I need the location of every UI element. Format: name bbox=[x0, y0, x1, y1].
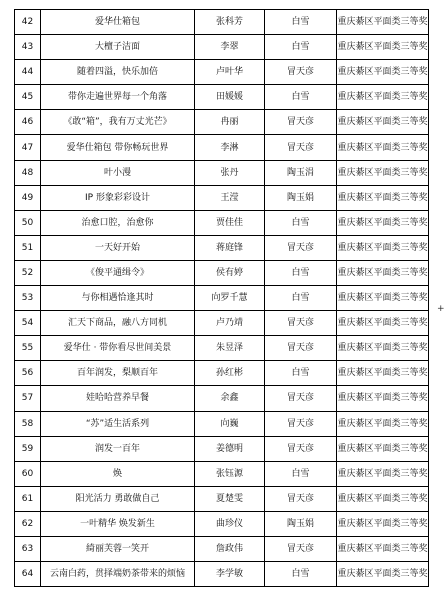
award-level-cell: 重庆綦区平面类三等奖 bbox=[337, 386, 429, 411]
teacher-name-cell: 白雪 bbox=[265, 35, 337, 60]
plus-icon[interactable]: + bbox=[437, 304, 445, 314]
author-name-cell: 詹政伟 bbox=[195, 536, 265, 561]
work-title-cell: 治愈口腔，治愈你 bbox=[41, 210, 195, 235]
award-level-cell: 重庆綦区平面类三等奖 bbox=[337, 361, 429, 386]
award-level-cell: 重庆綦区平面类三等奖 bbox=[337, 486, 429, 511]
teacher-name-cell: 白雪 bbox=[265, 260, 337, 285]
table-row bbox=[15, 562, 429, 587]
table-row bbox=[15, 135, 429, 160]
row-number-cell: 43 bbox=[15, 35, 41, 60]
work-title-cell: 汇天下商品，融八方同机 bbox=[41, 311, 195, 336]
table-row bbox=[15, 336, 429, 361]
teacher-name-cell: 陶玉娟 bbox=[265, 185, 337, 210]
teacher-name-cell: 白雪 bbox=[265, 361, 337, 386]
author-name-cell: 姜德明 bbox=[195, 436, 265, 461]
author-name-cell: 李学敏 bbox=[195, 562, 265, 587]
award-level-cell: 重庆綦区平面类三等奖 bbox=[337, 235, 429, 260]
work-title-cell: 与你相遇恰逢其时 bbox=[41, 286, 195, 311]
table-row bbox=[15, 286, 429, 311]
table-row bbox=[15, 85, 429, 110]
teacher-name-cell: 冒天彦 bbox=[265, 135, 337, 160]
teacher-name-cell: 冒天彦 bbox=[265, 436, 337, 461]
author-name-cell: 李淋 bbox=[195, 135, 265, 160]
author-name-cell: 朱昱泽 bbox=[195, 336, 265, 361]
award-level-cell: 重庆綦区平面类三等奖 bbox=[337, 286, 429, 311]
teacher-name-cell: 冒天彦 bbox=[265, 486, 337, 511]
table-row bbox=[15, 160, 429, 185]
work-title-cell: “苏”适生活系列 bbox=[41, 411, 195, 436]
row-number-cell: 55 bbox=[15, 336, 41, 361]
author-name-cell: 张钰源 bbox=[195, 461, 265, 486]
awards-table bbox=[14, 9, 429, 587]
table-row bbox=[15, 110, 429, 135]
author-name-cell: 张丹 bbox=[195, 160, 265, 185]
work-title-cell: 润发一百年 bbox=[41, 436, 195, 461]
work-title-cell: 《俊平通缉令》 bbox=[41, 260, 195, 285]
teacher-name-cell: 白雪 bbox=[265, 85, 337, 110]
award-level-cell: 重庆綦区平面类三等奖 bbox=[337, 85, 429, 110]
author-name-cell: 蒋庭锋 bbox=[195, 235, 265, 260]
award-level-cell: 重庆綦区平面类三等奖 bbox=[337, 35, 429, 60]
table-row bbox=[15, 411, 429, 436]
teacher-name-cell: 白雪 bbox=[265, 210, 337, 235]
row-number-cell: 49 bbox=[15, 185, 41, 210]
teacher-name-cell: 陶玉涓 bbox=[265, 160, 337, 185]
row-number-cell: 56 bbox=[15, 361, 41, 386]
row-number-cell: 47 bbox=[15, 135, 41, 160]
award-level-cell: 重庆綦区平面类三等奖 bbox=[337, 210, 429, 235]
work-title-cell: 叶小漫 bbox=[41, 160, 195, 185]
work-title-cell: 一天好开始 bbox=[41, 235, 195, 260]
author-name-cell: 张科芳 bbox=[195, 10, 265, 35]
award-level-cell: 重庆綦区平面类三等奖 bbox=[337, 411, 429, 436]
teacher-name-cell: 冒天彦 bbox=[265, 311, 337, 336]
award-level-cell: 重庆綦区平面类三等奖 bbox=[337, 10, 429, 35]
author-name-cell: 曲珍仪 bbox=[195, 511, 265, 536]
author-name-cell: 孙红彬 bbox=[195, 361, 265, 386]
table-row bbox=[15, 461, 429, 486]
award-level-cell: 重庆綦区平面类三等奖 bbox=[337, 511, 429, 536]
work-title-cell: 《敢“箱”，我有万丈光芒》 bbox=[41, 110, 195, 135]
work-title-cell: 随着四溢，快乐加倍 bbox=[41, 60, 195, 85]
award-level-cell: 重庆綦区平面类三等奖 bbox=[337, 436, 429, 461]
row-number-cell: 59 bbox=[15, 436, 41, 461]
row-number-cell: 52 bbox=[15, 260, 41, 285]
table-row bbox=[15, 436, 429, 461]
row-number-cell: 60 bbox=[15, 461, 41, 486]
table-row bbox=[15, 235, 429, 260]
author-name-cell: 余鑫 bbox=[195, 386, 265, 411]
award-level-cell: 重庆綦区平面类三等奖 bbox=[337, 110, 429, 135]
row-number-cell: 42 bbox=[15, 10, 41, 35]
row-number-cell: 64 bbox=[15, 562, 41, 587]
author-name-cell: 王滢 bbox=[195, 185, 265, 210]
author-name-cell: 侯有婷 bbox=[195, 260, 265, 285]
author-name-cell: 向巍 bbox=[195, 411, 265, 436]
work-title-cell: 百年润发，梨顺百年 bbox=[41, 361, 195, 386]
table-row bbox=[15, 486, 429, 511]
author-name-cell: 卢叶华 bbox=[195, 60, 265, 85]
work-title-cell: 綺丽芙蓉一笑开 bbox=[41, 536, 195, 561]
table-row bbox=[15, 260, 429, 285]
award-level-cell: 重庆綦区平面类三等奖 bbox=[337, 336, 429, 361]
teacher-name-cell: 冒天彦 bbox=[265, 536, 337, 561]
work-title-cell: 大檀子洁面 bbox=[41, 35, 195, 60]
award-level-cell: 重庆綦区平面类三等奖 bbox=[337, 311, 429, 336]
work-title-cell: IP 形象彩彩设计 bbox=[41, 185, 195, 210]
teacher-name-cell: 陶玉娟 bbox=[265, 511, 337, 536]
row-number-cell: 50 bbox=[15, 210, 41, 235]
author-name-cell: 田媛媛 bbox=[195, 85, 265, 110]
table-row bbox=[15, 10, 429, 35]
awards-table-body bbox=[15, 10, 429, 587]
award-level-cell: 重庆綦区平面类三等奖 bbox=[337, 185, 429, 210]
work-title-cell: 爱华仕 · 带你看尽世间美景 bbox=[41, 336, 195, 361]
teacher-name-cell: 冒天彦 bbox=[265, 60, 337, 85]
table-row bbox=[15, 361, 429, 386]
teacher-name-cell: 白雪 bbox=[265, 286, 337, 311]
award-level-cell: 重庆綦区平面类三等奖 bbox=[337, 135, 429, 160]
row-number-cell: 57 bbox=[15, 386, 41, 411]
teacher-name-cell: 冒天彦 bbox=[265, 336, 337, 361]
work-title-cell: 带你走遍世界每一个角落 bbox=[41, 85, 195, 110]
table-row bbox=[15, 386, 429, 411]
teacher-name-cell: 冒天彦 bbox=[265, 386, 337, 411]
award-level-cell: 重庆綦区平面类三等奖 bbox=[337, 160, 429, 185]
teacher-name-cell: 白雪 bbox=[265, 461, 337, 486]
award-level-cell: 重庆綦区平面类三等奖 bbox=[337, 461, 429, 486]
author-name-cell: 李翠 bbox=[195, 35, 265, 60]
work-title-cell: 爱华仕箱包 带你畅玩世界 bbox=[41, 135, 195, 160]
row-number-cell: 61 bbox=[15, 486, 41, 511]
table-row bbox=[15, 210, 429, 235]
table-row bbox=[15, 35, 429, 60]
work-title-cell: 一叶精华 焕发新生 bbox=[41, 511, 195, 536]
row-number-cell: 58 bbox=[15, 411, 41, 436]
table-row bbox=[15, 511, 429, 536]
work-title-cell: 焕 bbox=[41, 461, 195, 486]
teacher-name-cell: 冒天彦 bbox=[265, 411, 337, 436]
teacher-name-cell: 白雪 bbox=[265, 562, 337, 587]
table-row bbox=[15, 311, 429, 336]
teacher-name-cell: 冒天彦 bbox=[265, 110, 337, 135]
author-name-cell: 夏楚雯 bbox=[195, 486, 265, 511]
table-row bbox=[15, 60, 429, 85]
row-number-cell: 53 bbox=[15, 286, 41, 311]
author-name-cell: 贾佳佳 bbox=[195, 210, 265, 235]
row-number-cell: 44 bbox=[15, 60, 41, 85]
work-title-cell: 娃哈哈营养早餐 bbox=[41, 386, 195, 411]
teacher-name-cell: 白雪 bbox=[265, 10, 337, 35]
work-title-cell: 阳光活力 勇敢做自己 bbox=[41, 486, 195, 511]
work-title-cell: 爱华仕箱包 bbox=[41, 10, 195, 35]
award-level-cell: 重庆綦区平面类三等奖 bbox=[337, 260, 429, 285]
row-number-cell: 48 bbox=[15, 160, 41, 185]
row-number-cell: 51 bbox=[15, 235, 41, 260]
author-name-cell: 冉丽 bbox=[195, 110, 265, 135]
table-row bbox=[15, 536, 429, 561]
row-number-cell: 46 bbox=[15, 110, 41, 135]
row-number-cell: 63 bbox=[15, 536, 41, 561]
work-title-cell: 云南白药，贯择端奶茶带来的烦恼 bbox=[41, 562, 195, 587]
row-number-cell: 54 bbox=[15, 311, 41, 336]
award-level-cell: 重庆綦区平面类三等奖 bbox=[337, 536, 429, 561]
award-level-cell: 重庆綦区平面类三等奖 bbox=[337, 60, 429, 85]
row-number-cell: 62 bbox=[15, 511, 41, 536]
table-row bbox=[15, 185, 429, 210]
author-name-cell: 向罗千慧 bbox=[195, 286, 265, 311]
teacher-name-cell: 冒天彦 bbox=[265, 235, 337, 260]
award-level-cell: 重庆綦区平面类三等奖 bbox=[337, 562, 429, 587]
author-name-cell: 卢乃靖 bbox=[195, 311, 265, 336]
row-number-cell: 45 bbox=[15, 85, 41, 110]
